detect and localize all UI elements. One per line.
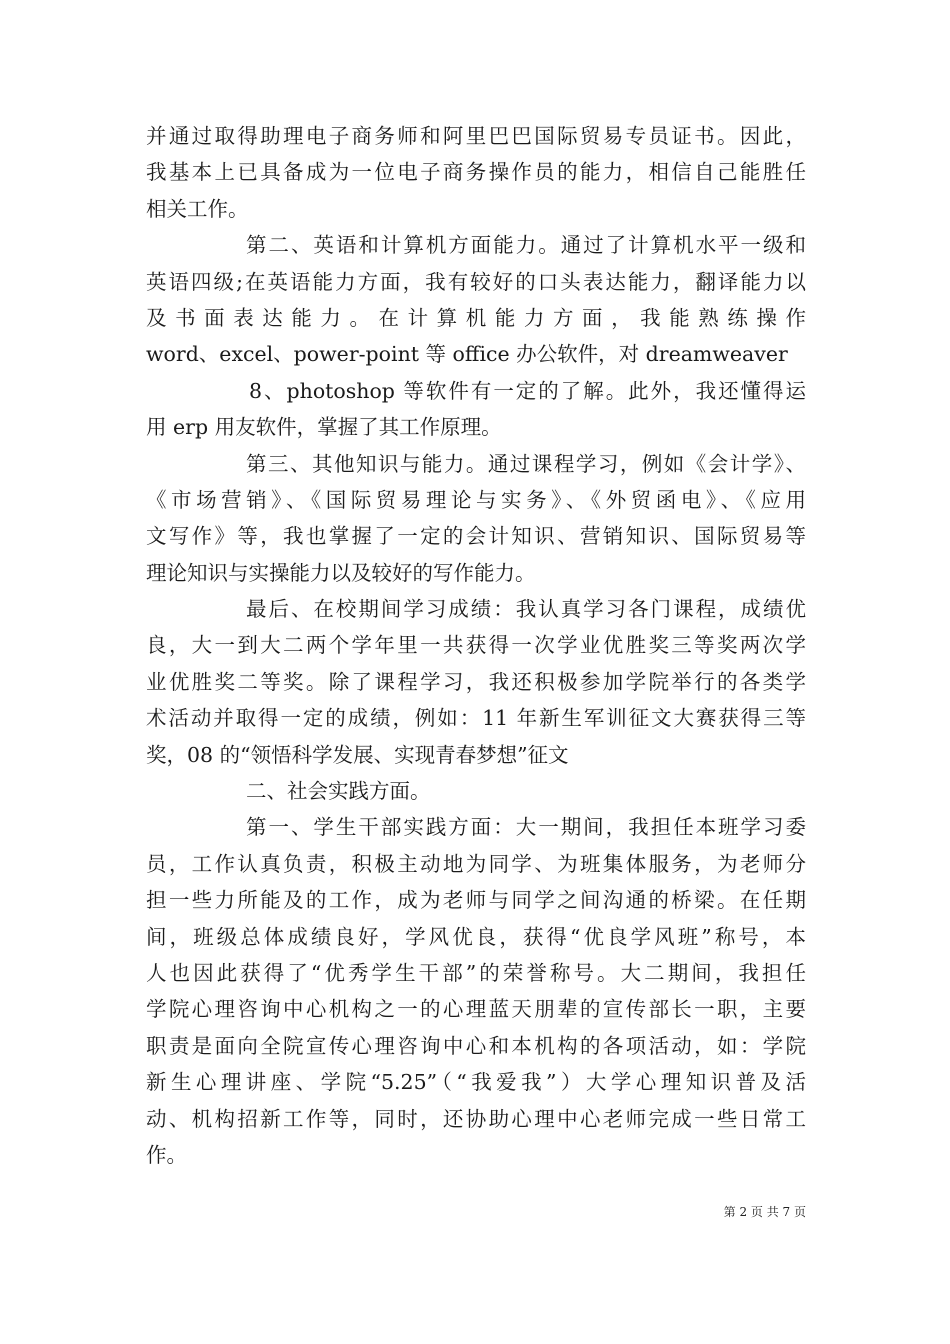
text-line: 奖，08 的“领悟科学发展、实现青春梦想”征文 <box>146 742 569 767</box>
text-line: 第一、学生干部实践方面：大一期间，我担任本班学习委 <box>246 815 806 840</box>
text-line: 第三、其他知识与能力。通过课程学习，例如《会计学》、 <box>246 451 806 476</box>
text-line: 良，大一到大二两个学年里一共获得一次学业优胜奖三等奖两次学 <box>146 633 806 658</box>
text-line: 新生心理讲座、学院“5.25”（“我爱我”）大学心理知识普及活 <box>146 1070 806 1095</box>
text-line: 员，工作认真负责，积极主动地为同学、为班集体服务，为老师分 <box>146 851 806 876</box>
text-line: 最后、在校期间学习成绩：我认真学习各门课程，成绩优 <box>246 597 806 622</box>
text-line: 并通过取得助理电子商务师和阿里巴巴国际贸易专员证书。因此， <box>146 124 806 148</box>
text-line: 8、photoshop 等软件有一定的了解。此外，我还懂得运 <box>249 378 806 403</box>
text-line: 术活动并取得一定的成绩，例如：11 年新生军训征文大赛获得三等 <box>146 706 806 731</box>
text-line: 理论知识与实操能力以及较好的写作能力。 <box>146 560 536 585</box>
body-text <box>146 118 806 1173</box>
page-number-footer: 第 2 页 共 7 页 <box>723 1205 806 1219</box>
text-line: 文写作》等，我也掌握了一定的会计知识、营销知识、国际贸易等 <box>146 524 806 549</box>
text-line: 业优胜奖二等奖。除了课程学习，我还积极参加学院举行的各类学 <box>146 669 806 694</box>
text-line: 作。 <box>146 1142 187 1167</box>
text-line: 间，班级总体成绩良好，学风优良，获得“优良学风班”称号，本 <box>146 924 806 949</box>
text-line: 英语四级;在英语能力方面，我有较好的口头表达能力，翻译能力以 <box>146 269 806 294</box>
text-line: word、excel、power-point 等 office 办公软件，对 dreamweaver <box>146 342 788 367</box>
text-line: 担一些力所能及的工作，成为老师与同学之间沟通的桥梁。在任期 <box>146 888 806 913</box>
text-line: 职责是面向全院宣传心理咨询中心和本机构的各项活动，如：学院 <box>146 1033 806 1058</box>
text-line: 《市场营销》、《国际贸易理论与实务》、《外贸函电》、《应用 <box>146 487 806 512</box>
text-line: 动、机构招新工作等，同时，还协助心理中心老师完成一些日常工 <box>146 1106 806 1131</box>
text-line: 我基本上已具备成为一位电子商务操作员的能力，相信自己能胜任 <box>146 160 806 185</box>
text-line: 人也因此获得了“优秀学生干部”的荣誉称号。大二期间，我担任 <box>146 960 806 985</box>
text-line: 及书面表达能力。在计算机能力方面，我能熟练操作 <box>146 305 806 330</box>
text-line: 相关工作。 <box>146 196 249 221</box>
text-line: 用 erp 用友软件，掌握了其工作原理。 <box>146 415 502 440</box>
text-line: 学院心理咨询中心机构之一的心理蓝天朋辈的宣传部长一职，主要 <box>146 997 806 1022</box>
section-heading: 二、社会实践方面。 <box>246 779 431 804</box>
text-line: 第二、英语和计算机方面能力。通过了计算机水平一级和 <box>246 233 806 258</box>
